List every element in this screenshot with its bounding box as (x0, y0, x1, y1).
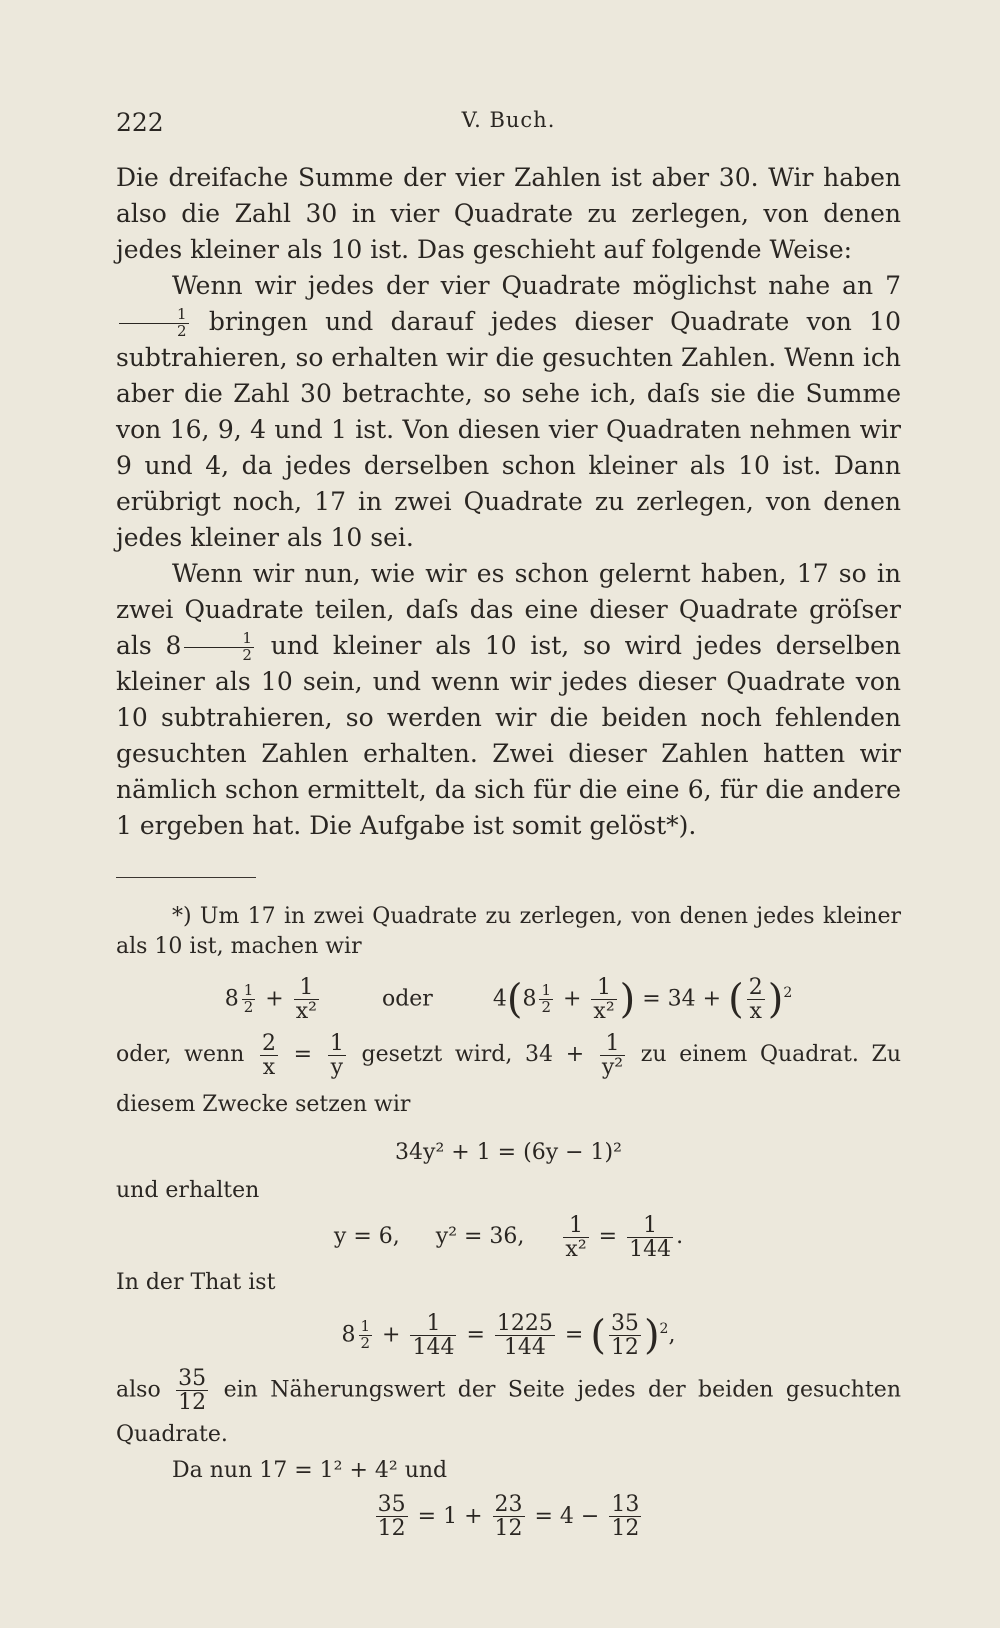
footnote-rule (116, 877, 256, 878)
und-erhalten: und erhalten (116, 1178, 260, 1204)
equation-3: 34y² + 1 = (6y − 1)² (395, 1140, 622, 1166)
equation-4: y = 6, y² = 36, $\frac{1}{\text{x²}}$ = $\frac{1}{144}$ . (333, 1212, 684, 1262)
equation-1: 8 $\frac{1}{2}$ + $\frac{1}{\text{x²}}$ oder 4(8 $\frac{1}{2}$ + $\frac{1}{\text{x²}}$ ) = 34 + ( $\frac{2}{x}$ )$^2$ (224, 974, 793, 1024)
da-nun: Da nun 17 = 1² + 4² und (172, 1457, 448, 1483)
paragraph-2: Wenn wir jedes der vier Quadrate möglichst nahe an 7 $\frac{1}{2}$ bringen und darauf jedes dieser Quadrate von 10 subtrahieren, so erhalten wir die gesuchten Zahlen. Wenn ich aber die Zahl 30 betrachte, so sehe ich, daſs sie die Summe von 16, 9, 4 und 1 ist. Von diesen vier Quadraten nehmen wir 9 und 4, da jedes derselben schon kleiner als 10 ist. Dann erübrigt noch, 17 in zwei Quadrate zu zerlegen, von denen jedes kleiner als 10 sei. (116, 271, 901, 552)
main-text (116, 160, 901, 844)
footnote-intro: *) Um 17 in zwei Quadrate zu zerlegen, von denen jedes kleiner als 10 ist, machen wir (116, 904, 901, 959)
fraction-half: $\frac{1}{2}$ (119, 307, 189, 340)
footnote-line-2: oder, wenn $\frac{2}{x}$ = $\frac{1}{y}$ gesetzt wird, 34 + $\frac{1}{\text{y²}}$ zu einem Quadrat. Zu diesem Zwecke setzen wir (116, 1030, 901, 1118)
in-der-that: In der That ist (116, 1270, 276, 1296)
running-title: V. Buch. (461, 108, 556, 132)
equation-6: $\frac{35}{12}$ = 1 + $\frac{23}{12}$ = 4 − $\frac{13}{12}$ (377, 1492, 640, 1542)
page-number: 222 (116, 108, 164, 137)
equation-5: 8 $\frac{1}{2}$ + $\frac{1}{144}$ = $\frac{1225}{144}$ = ( $\frac{35}{12}$ )$^2$, (341, 1311, 676, 1361)
also-line: also $\frac{35}{12}$ ein Näherungswert der Seite jedes der beiden gesuchten Quadrate. (116, 1365, 901, 1447)
page-header (116, 108, 901, 142)
fraction-half: $\frac{1}{2}$ (184, 631, 254, 664)
footnote (116, 902, 901, 1548)
paragraph-1: Die dreifache Summe der vier Zahlen ist aber 30. Wir haben also die Zahl 30 in vier Quadrate zu zerlegen, von denen jedes kleiner als 10 ist. Das geschieht auf folgende Weise: (116, 163, 901, 264)
paragraph-3: Wenn wir nun, wie wir es schon gelernt haben, 17 so in zwei Quadrate teilen, daſs das eine dieser Quadrate gröſser als 8 $\frac{1}{2}$ und kleiner als 10 ist, so wird jedes derselben kleiner als 10 sein, und wenn wir jedes dieser Quadrate von 10 subtrahieren, so werden wir die beiden noch fehlenden gesuchten Zahlen erhalten. Zwei dieser Zahlen hatten wir nämlich schon ermittelt, da sich für die eine 6, für die andere 1 ergeben hat. Die Aufgabe ist somit gelöst*). (116, 559, 901, 840)
